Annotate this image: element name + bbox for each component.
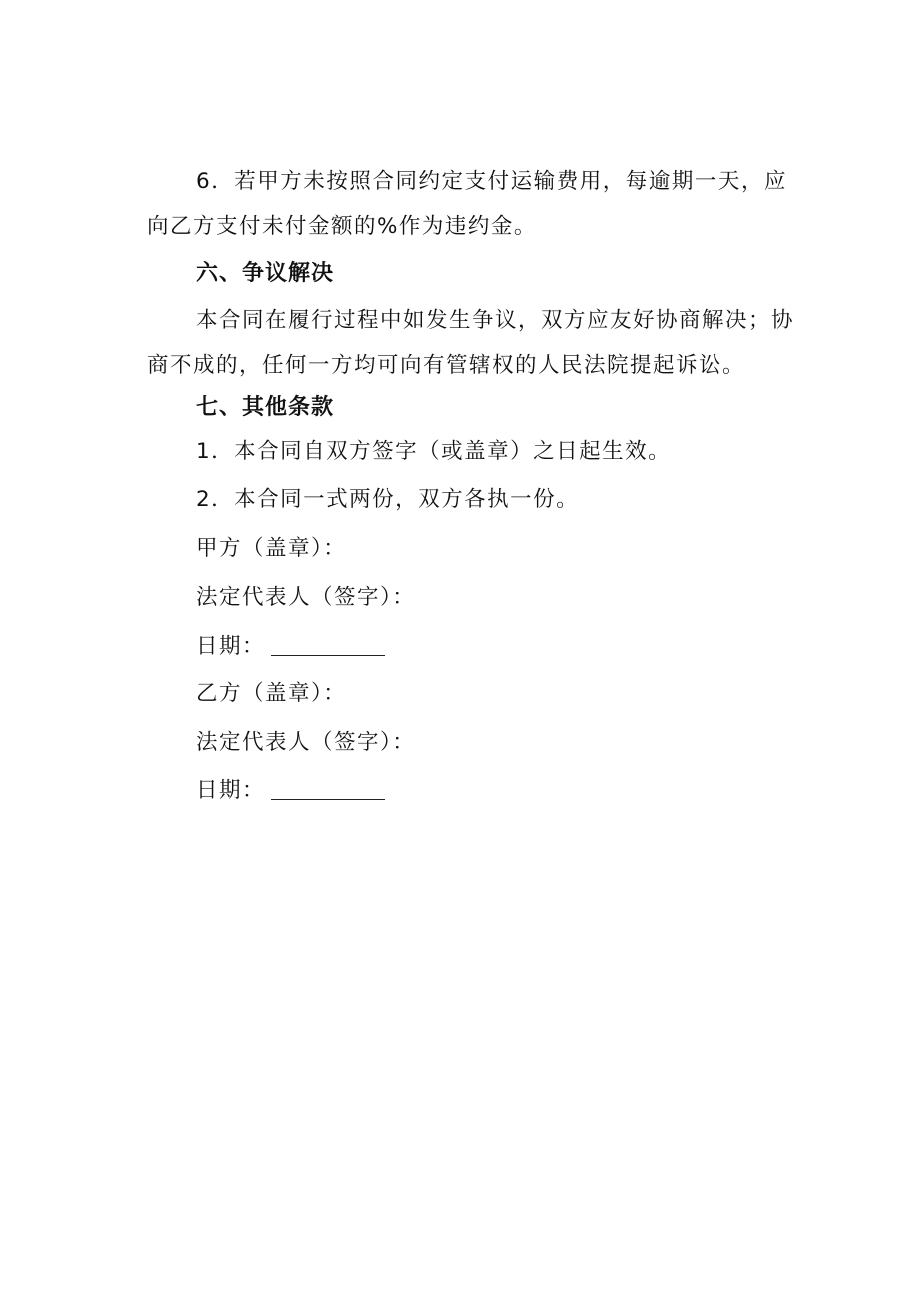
party-b-date-row — [196, 776, 385, 806]
other-item2: 2．本合同一式两份，双方各执一份。 — [196, 487, 580, 512]
section-heading-dispute: 六、争议解决 — [196, 261, 335, 286]
dispute-para-line2: 商不成的，任何一方均可向有管辖权的人民法院提起诉讼。 — [147, 353, 746, 378]
party-b-date-blank[interactable] — [271, 799, 385, 800]
party-a-date-label: 日期： — [196, 634, 266, 659]
item6-line1: 6．若甲方未按照合同约定支付运输费用，每逾期一天，应 — [196, 169, 787, 194]
dispute-para-line1: 本合同在履行过程中如发生争议，双方应友好协商解决；协 — [196, 308, 795, 333]
party-a-seal-label: 甲方（盖章）： — [196, 536, 347, 561]
party-b-rep-label: 法定代表人（签字）： — [196, 730, 416, 755]
party-a-date-blank[interactable] — [271, 655, 385, 656]
party-a-rep-label: 法定代表人（签字）： — [196, 585, 416, 610]
party-b-seal-label: 乙方（盖章）： — [196, 681, 347, 706]
item6-line2: 向乙方支付未付金额的%作为违约金。 — [147, 214, 537, 239]
party-a-date-row — [196, 632, 385, 662]
party-b-date-label: 日期： — [196, 778, 266, 803]
other-item1: 1．本合同自双方签字（或盖章）之日起生效。 — [196, 439, 672, 464]
section-heading-other: 七、其他条款 — [196, 395, 335, 420]
